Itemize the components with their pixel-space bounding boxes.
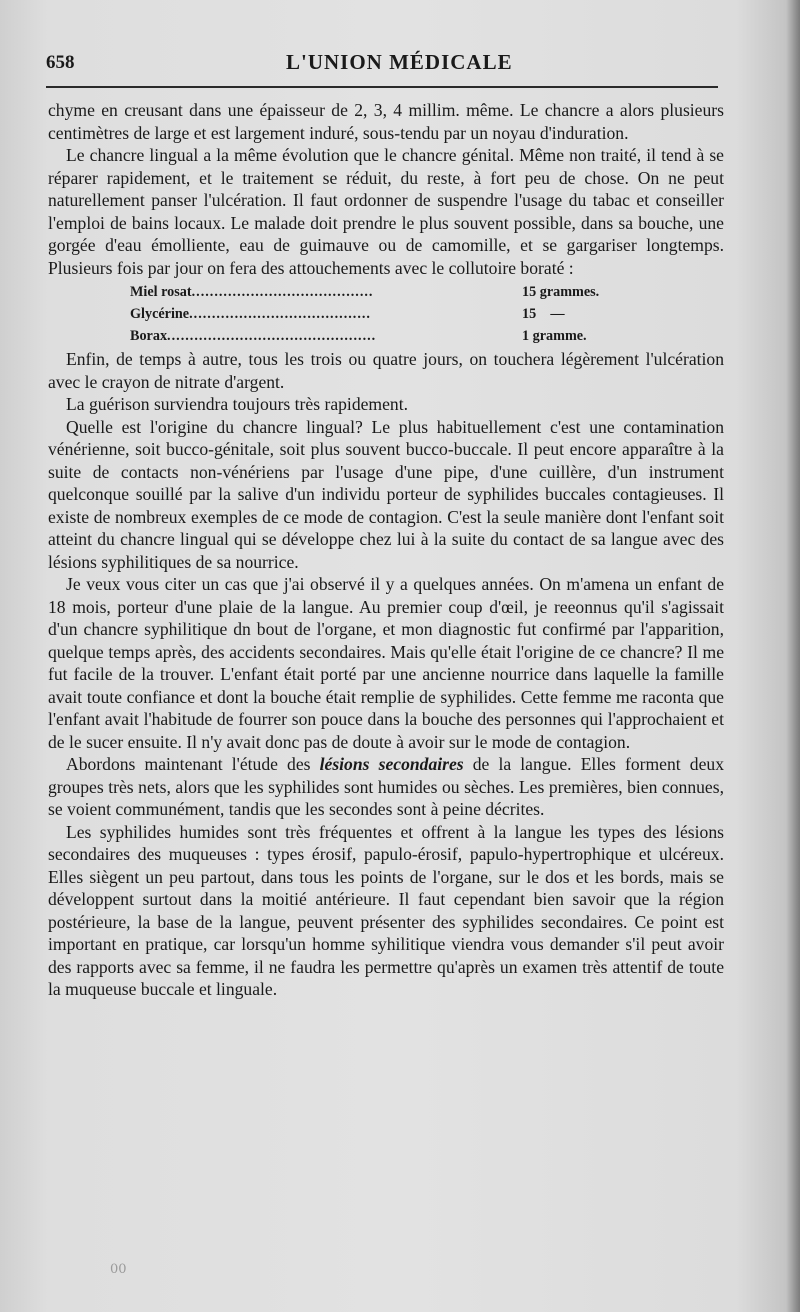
prescription-row: [130, 303, 630, 325]
ingredient-quantity: 15 —: [522, 306, 565, 322]
page-number: 658: [46, 52, 75, 73]
paragraph: Le chancre lingual a la même évolution que le chancre génital. Même non traité, il tend à se réparer rapidement, et le traitement se réduit, du reste, à fort peu de chose. On ne peut naturellement panser l'ulcération. Il faut ordonner de suspendre l'usage du tabac et conseiller l'emploi de bains locaux. Le malade doit prendre le plus souvent possible, dans sa bouche, une gorgée d'eau émolliente, eau de guimauve ou de camomille, et se gargariser longtemps. Plusieurs fois par jour on fera des attouchements avec le collutoire boraté :: [48, 145, 724, 278]
paragraph: La guérison surviendra toujours très rapidement.: [66, 394, 409, 414]
body-text: [48, 99, 724, 1001]
prescription-row: [130, 325, 630, 347]
prescription-row: [130, 281, 630, 303]
running-title: L'UNION MÉDICALE: [286, 50, 513, 74]
header-rule: [46, 86, 718, 88]
leader-dots: ..............................................: [167, 328, 377, 344]
leader-dots: ........................................: [191, 284, 374, 300]
italic-term: lésions secondaires: [319, 754, 464, 774]
paragraph: Les syphilides humides sont très fréquentes et offrent à la langue les types des lésions secondaires des muqueuses : types érosif, papulo-érosif, papulo-hypertrophique et ulcéreux. Elles siègent un peu partout, dans tous les points de l'organe, sur le dos et les bords, mais se développent surtout dans la moitié antérieure. Il faut cependant bien savoir que la région postérieure, la base de la langue, peuvent présenter des syphilides secondaires. Ce point est important en pratique, car lorsqu'un homme syhilitique viendra vous demander s'il peut avoir des rapports avec sa femme, il ne faudra les permettre qu'après un examen très attentif de toute la muqueuse buccale et linguale.: [48, 821, 724, 999]
prescription-list: [130, 281, 630, 347]
paragraph: Quelle est l'origine du chancre lingual? Le plus habituellement c'est une contamination vénérienne, soit bucco-génitale, soit plus souvent bucco-buccale. Il peut encore apparaître à la suite de contacts non-vénériens par l'usage d'une pipe, d'une cuillère, d'un instrument quelconque souillé par la salive d'un individu porteur de syphilides buccales contagieuses. Il existe de nombreux exemples de ce mode de contagion. C'est la seule manière dont l'enfant soit atteint du chancre lingual qui se développe chez lui à la suite du contact de sa langue avec des lésions syphilitiques de sa nourrice.: [48, 416, 724, 572]
paragraph: Je veux vous citer un cas que j'ai observé il y a quelques années. On m'amena un enfant de 18 mois, porteur d'une plaie de la langue. Au premier coup d'œil, je reeonnus qu'il s'agissait d'un chancre syphilitique dn bout de l'organe, et mon diagnostic fut confirmé par l'apparition, quelque temps après, des accidents secondaires. Mais qu'elle était l'origine de ce chancre? Il me fut facile de la trouver. L'enfant était porté par une ancienne nourrice dans laquelle la famille avait toute confiance et dont la bouche était remplie de syphilides. Cette femme me raconta que l'enfant avait l'habitude de fourrer son pouce dans la bouche des personnes qui l'approchaient et de le sucer ensuite. Il n'y avait donc pas de doute à avoir sur le mode de contagion.: [48, 574, 724, 752]
paragraph-text: de la langue. Elles forment deux groupes très nets, alors que les syphilides sont humides ou sèches. Les premières, bien connues, se voient communément, tandis que les secondes sont à peine décrites.: [48, 754, 724, 819]
paragraph: chyme en creusant dans une épaisseur de 2, 3, 4 millim. même. Le chancre a alors plusieurs centimètres de large et est largement induré, sous-tendu par un noyau d'induration.: [48, 100, 724, 143]
ingredient-quantity: 15 grammes.: [522, 284, 600, 300]
paragraph: [48, 753, 724, 821]
ingredient-name: Borax: [130, 328, 168, 344]
footer-mark: 00: [110, 1262, 127, 1277]
paragraph: Enfin, de temps à autre, tous les trois ou quatre jours, on touchera légèrement l'ulcération avec le crayon de nitrate d'argent.: [48, 349, 724, 392]
ingredient-quantity: 1 gramme.: [522, 328, 587, 344]
ingredient-name: Glycérine: [130, 306, 190, 322]
page-edge-shadow: [786, 0, 800, 1312]
page-header: [46, 50, 726, 76]
ingredient-name: Miel rosat: [130, 284, 192, 300]
leader-dots: ........................................: [189, 306, 371, 322]
paragraph-text: Abordons maintenant l'étude des: [66, 754, 320, 774]
